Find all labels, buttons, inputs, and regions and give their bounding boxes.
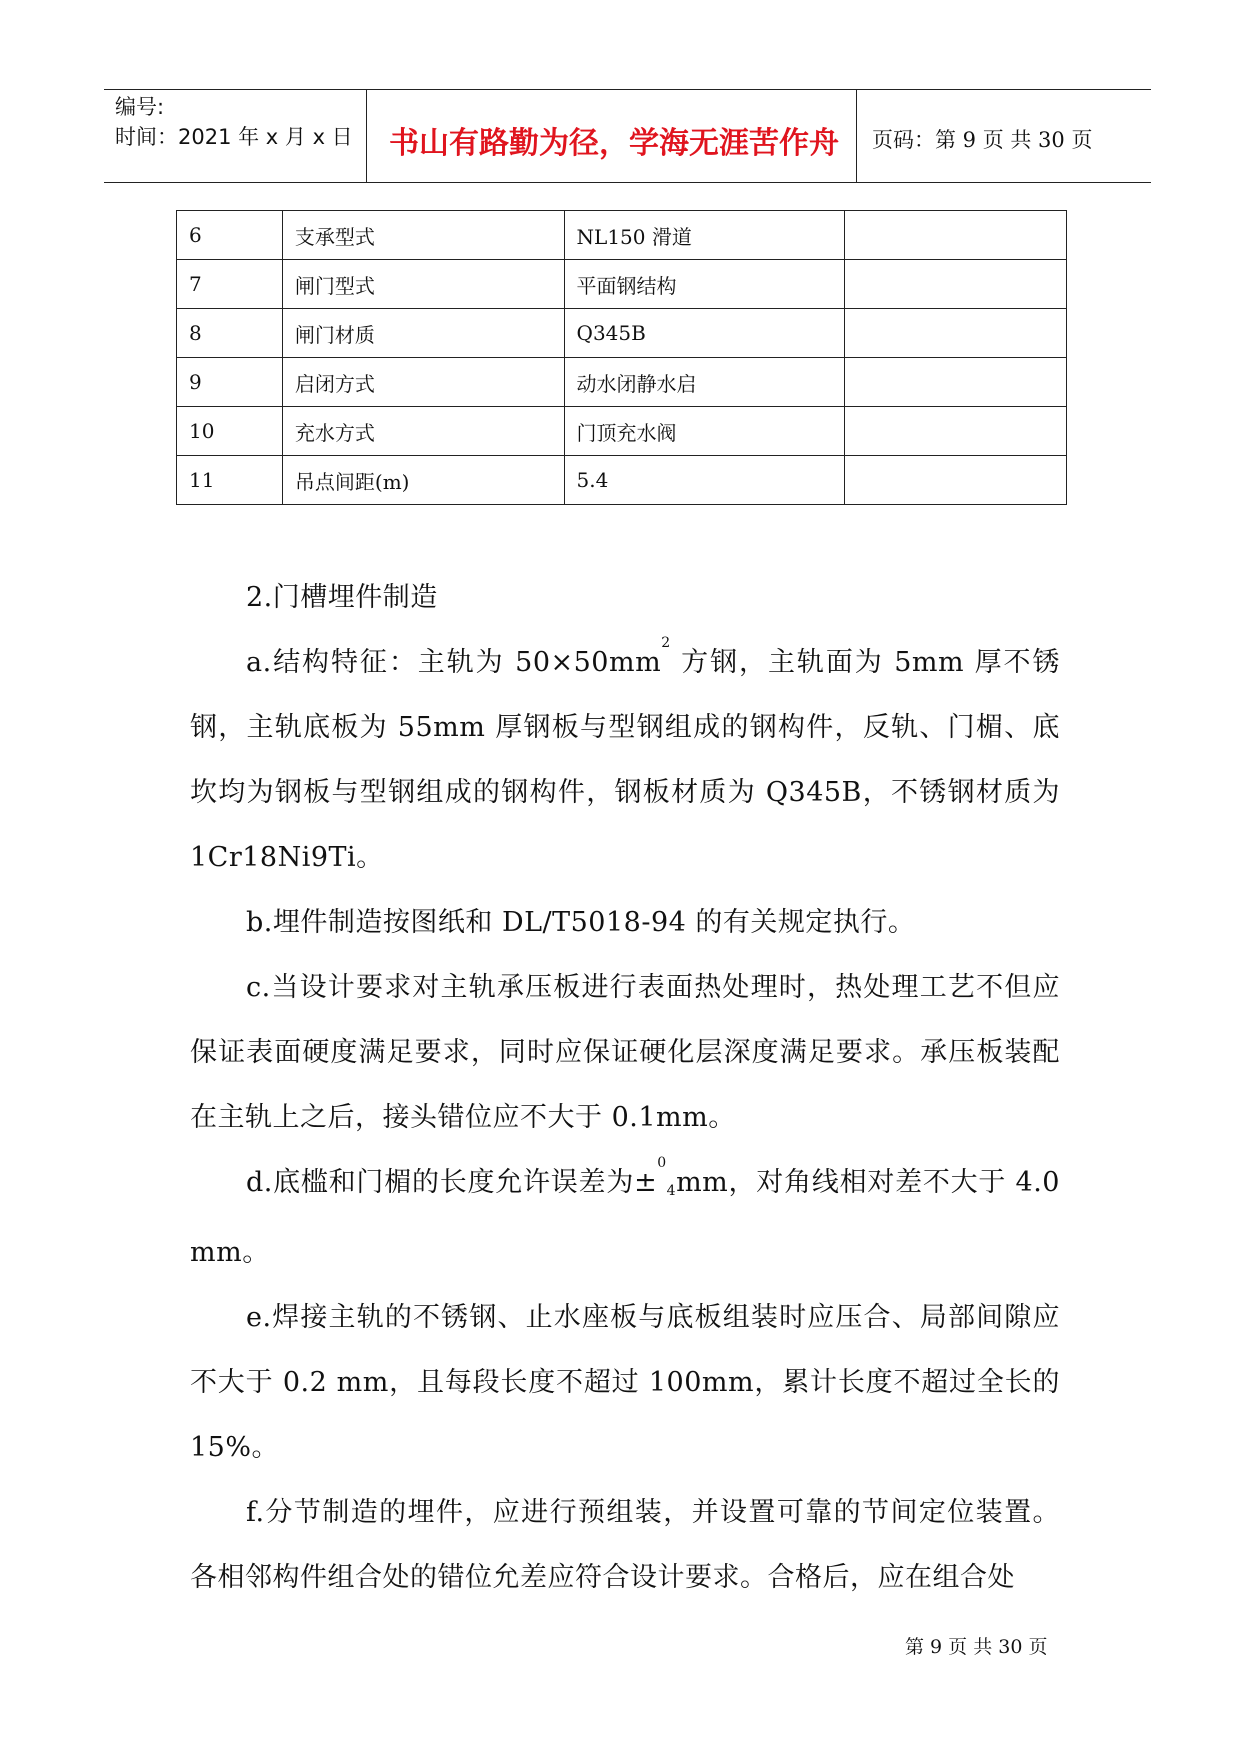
table-cell — [845, 211, 1067, 260]
table-cell: 启闭方式 — [282, 358, 564, 407]
paragraph-a — [190, 630, 1060, 890]
header-meta — [115, 92, 353, 152]
doc-time-label: 时间：2021 年 x 月 x 日 — [115, 125, 353, 149]
table-cell: 充水方式 — [282, 407, 564, 456]
table-cell — [845, 456, 1067, 505]
table-cell: 7 — [177, 260, 283, 309]
paragraph-c: c.当设计要求对主轨承压板进行表面热处理时，热处理工艺不但应保证表面硬度满足要求，同时应保证硬化层深度满足要求。承压板装配在主轨上之后，接头错位应不大于 0.1mm。 — [190, 972, 1060, 1133]
paragraph-b: b.埋件制造按图纸和 DL/T5018-94 的有关规定执行。 — [246, 907, 916, 938]
header-page-info: 页码：第 9 页 共 30 页 — [872, 128, 1093, 152]
doc-number-label: 编号: — [115, 95, 165, 119]
table-cell — [845, 309, 1067, 358]
table-cell: Q345B — [564, 309, 845, 358]
table-row — [177, 456, 1067, 505]
section-heading: 2.门槽埋件制造 — [246, 582, 438, 613]
table-cell: 动水闭静水启 — [564, 358, 845, 407]
paragraph-d-part1: d.底槛和门楣的长度允许误差为± — [246, 1167, 658, 1198]
table-cell — [845, 260, 1067, 309]
table-cell: 6 — [177, 211, 283, 260]
superscript: 2 — [661, 635, 671, 651]
table-cell — [845, 358, 1067, 407]
table-cell: 8 — [177, 309, 283, 358]
table-cell: 9 — [177, 358, 283, 407]
table-row — [177, 211, 1067, 260]
table-cell: 10 — [177, 407, 283, 456]
table-cell: 支承型式 — [282, 211, 564, 260]
paragraph-d — [190, 1150, 1060, 1285]
table-row — [177, 260, 1067, 309]
tolerance-upper: 0 — [657, 1155, 667, 1171]
table-cell — [845, 407, 1067, 456]
table-cell: 平面钢结构 — [564, 260, 845, 309]
paragraph-d-part2: mm，对角线相对差不大于 4.0 mm。 — [190, 1167, 1060, 1268]
header-divider-left — [366, 89, 367, 183]
table-cell: 闸门型式 — [282, 260, 564, 309]
table-cell: 闸门材质 — [282, 309, 564, 358]
spec-table — [176, 210, 1067, 505]
table-row — [177, 309, 1067, 358]
tolerance-lower: 4 — [666, 1183, 677, 1199]
paragraph-f: f.分节制造的埋件，应进行预组装，并设置可靠的节间定位装置。各相邻构件组合处的错位允差应符合设计要求。合格后，应在组合处 — [190, 1497, 1060, 1593]
header-top-rule — [104, 89, 1151, 90]
page-footer: 第 9 页 共 30 页 — [905, 1636, 1048, 1658]
header-bottom-rule — [104, 182, 1151, 183]
paragraph-a-part2: 方钢，主轨面为 5mm 厚不锈钢，主轨底板为 55mm 厚钢板与型钢组成的钢构件，反轨、门楣、底坎均为钢板与型钢组成的钢构件，钢板材质为 Q345B，不锈钢材质为 1Cr18Ni9Ti。 — [190, 647, 1060, 873]
table-cell: 门顶充水阀 — [564, 407, 845, 456]
table-cell: 5.4 — [564, 456, 845, 505]
table-row — [177, 358, 1067, 407]
table-cell: 吊点间距(m) — [282, 456, 564, 505]
header-motto: 书山有路勤为径，学海无涯苦作舟 — [389, 126, 839, 161]
table-cell: NL150 滑道 — [564, 211, 845, 260]
table-row — [177, 407, 1067, 456]
table-cell: 11 — [177, 456, 283, 505]
document-body — [190, 565, 1060, 1610]
paragraph-a-part1: a.结构特征：主轨为 50×50mm — [246, 647, 662, 678]
paragraph-e: e.焊接主轨的不锈钢、止水座板与底板组装时应压合、局部间隙应不大于 0.2 mm，且每段长度不超过 100mm，累计长度不超过全长的 15%。 — [190, 1302, 1060, 1463]
